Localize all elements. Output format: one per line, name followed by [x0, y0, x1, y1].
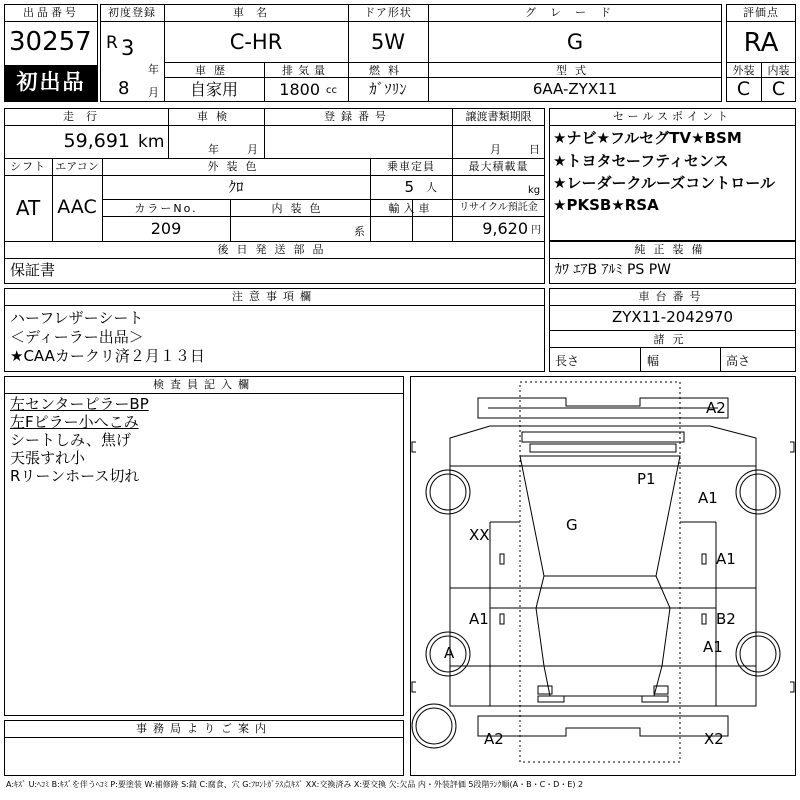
damage-mark-a1-right-mid: A1	[716, 550, 736, 568]
height-label: 高さ	[726, 354, 751, 368]
displacement: 1800	[279, 80, 320, 99]
dims-label: 諸元	[653, 333, 692, 346]
max-load-unit: kg	[528, 185, 541, 196]
grade-label: グレード	[525, 6, 625, 19]
length-label: 長さ	[555, 354, 580, 368]
recycle: 9,620	[482, 219, 528, 238]
ext-color-label: 外装色	[207, 160, 265, 173]
transfer-month-unit: 月	[490, 143, 501, 156]
damage-mark-a1-left-lower: A1	[469, 610, 489, 628]
chassis-number: ZYX11-2042970	[611, 308, 734, 326]
width-label: 幅	[647, 354, 660, 368]
color-no-label: カラーNo.	[134, 202, 198, 215]
sales-point-line: ★PKSB★RSA	[553, 196, 659, 214]
capacity: 5	[404, 178, 414, 196]
equipment-label: 純正装備	[634, 243, 711, 256]
fuel: ｶﾞｿﾘﾝ	[369, 80, 407, 98]
insp-year-unit: 年	[208, 143, 219, 156]
displacement-label: 排気量	[282, 64, 330, 77]
notes-line: ハーフレザーシート	[10, 309, 144, 327]
mileage-label: 走行	[63, 110, 109, 123]
capacity-label: 乗車定員	[387, 160, 435, 173]
exterior-label: 外装	[732, 64, 755, 77]
door-type: 5W	[370, 30, 406, 54]
car-name-label: 車名	[233, 6, 279, 19]
damage-mark-a2-bottom: A2	[484, 730, 504, 748]
door-label: ドア形状	[364, 6, 412, 19]
interior-label: 内装	[767, 64, 790, 77]
recycle-unit: 円	[531, 225, 541, 236]
year-unit: 年	[148, 63, 159, 76]
mileage-unit: km	[138, 132, 165, 152]
inspector-line: 左Fピラー小へこみ	[10, 413, 139, 431]
grade: G	[566, 30, 584, 54]
history: 自家用	[189, 80, 238, 99]
inspector-line: 天張すれ小	[10, 449, 86, 467]
later-parts-label: 後日発送部品	[217, 243, 332, 256]
ac: AAC	[57, 196, 97, 218]
office-label: 事務局よりご案内	[136, 722, 272, 735]
equipment-value: ｶﾜ ｴｱB ｱﾙﾐ PS PW	[555, 262, 672, 278]
car-body-diagram	[410, 376, 796, 776]
later-parts: 保証書	[10, 261, 56, 279]
legend-text: A:ｷｽﾞ U:ﾍｺﾐ B:ｷｽﾞを伴うﾍｺﾐ P:要塗装 W:補修跡 S:錆 C:腐食、穴 G:ﾌﾛﾝﾄｶﾞﾗｽ点ｷｽﾞ XX:交換済み X:要交換 欠:欠品 内・外装評価 5段階ﾗﾝｸ順(A・B・C・D・E) 2	[6, 780, 584, 789]
interior-grade: C	[771, 78, 786, 100]
displacement-unit: cc	[326, 85, 337, 96]
car-name: C-HR	[229, 30, 283, 54]
model-code-label: 型式	[556, 64, 594, 77]
year: 3	[121, 36, 135, 60]
import-label: 輸入車	[388, 202, 434, 215]
month-unit: 月	[148, 86, 159, 99]
inspector-line: Rリーンホース切れ	[10, 467, 140, 485]
notes-label: 注意事項欄	[232, 290, 317, 303]
first-reg-label: 初度登録	[108, 6, 156, 19]
int-color-unit: 系	[354, 225, 365, 238]
inspection-label: 車検	[197, 110, 235, 123]
lot-number: 30257	[9, 27, 92, 57]
lot-number-label: 出品番号	[23, 6, 79, 19]
sales-point-line: ★ナビ★フルセグTV★BSM	[553, 129, 742, 147]
model-code: 6AA-ZYX11	[532, 80, 618, 98]
exterior-grade: C	[736, 78, 751, 100]
shift-label: シフト	[10, 160, 46, 173]
damage-mark-a2-top: A2	[706, 399, 726, 417]
reg-no-label: 登録番号	[324, 110, 392, 123]
transfer-label: 譲渡書類期限	[465, 110, 532, 123]
history-label: 車歴	[195, 64, 233, 77]
chassis-label: 車台番号	[638, 290, 707, 303]
recycle-label: リサイクル預託金	[459, 202, 538, 213]
era: R	[106, 33, 118, 53]
insp-month-unit: 月	[247, 143, 258, 156]
max-load-label: 最大積載量	[468, 160, 529, 173]
sales-point-line: ★レーダークルーズコントロール	[553, 174, 775, 192]
damage-mark-a1-right-upper: A1	[698, 489, 718, 507]
inspector-line: 左センターピラーBP	[10, 395, 149, 413]
notes-line: ＜ディーラー出品＞	[10, 328, 144, 346]
damage-mark-g: G	[566, 516, 578, 534]
month: 8	[118, 78, 130, 99]
score: RA	[743, 28, 779, 58]
sales-points-label: セールスポイント	[612, 110, 732, 123]
inspector-label: 検査員記入欄	[153, 378, 255, 391]
damage-mark-a-wheel: A	[444, 644, 455, 662]
damage-mark-x2: X2	[704, 730, 724, 748]
notes-line: ★CAAカークリ済２月１３日	[10, 347, 205, 365]
transfer-day-unit: 日	[529, 143, 540, 156]
inspector-line: シートしみ、焦げ	[10, 431, 131, 449]
fuel-label: 燃料	[369, 64, 407, 77]
capacity-unit: 人	[426, 181, 437, 194]
sales-point-line: ★トヨタセーフティセンス	[553, 152, 729, 170]
first-listing-text: 初出品	[16, 70, 86, 94]
ext-color: ｸﾛ	[228, 178, 244, 196]
damage-mark-xx: XX	[469, 526, 490, 544]
score-label: 評価点	[743, 6, 779, 19]
color-no: 209	[150, 219, 182, 238]
damage-mark-p1: P1	[637, 470, 656, 488]
shift: AT	[15, 196, 41, 220]
ac-label: エアコン	[55, 160, 99, 173]
damage-mark-b2: B2	[716, 610, 736, 628]
damage-mark-a1-right-lower: A1	[703, 638, 723, 656]
int-color-label: 内装色	[271, 202, 329, 215]
mileage: 59,691	[63, 130, 130, 152]
